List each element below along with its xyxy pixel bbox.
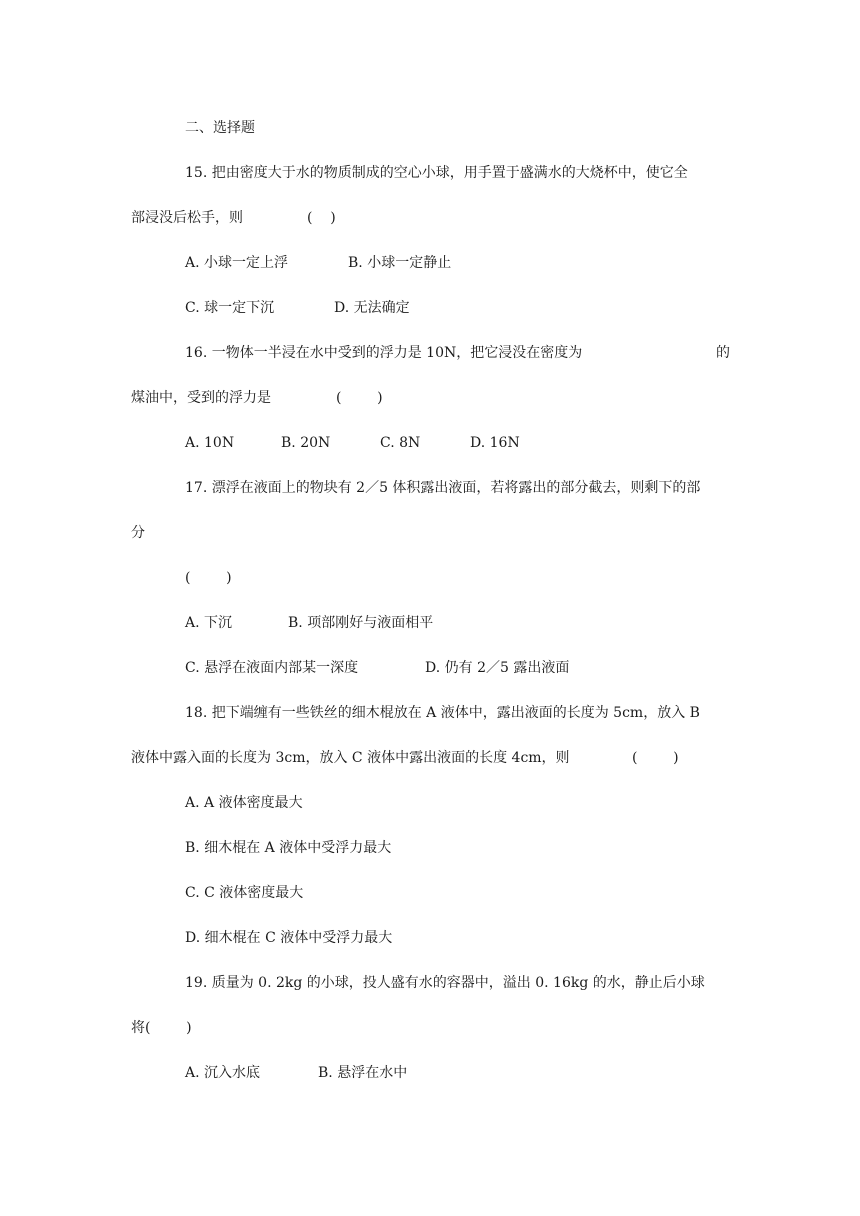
question-18-stem-line1: 18. 把下端缠有一些铁丝的细木棍放在 A 液体中，露出液面的长度为 5cm，放入 B bbox=[185, 705, 700, 721]
question-19-stem-line1: 19. 质量为 0. 2kg 的小球，投人盛有水的容器中，溢出 0. 16kg 的水，静止后小球 bbox=[185, 975, 705, 991]
question-17-options-row2 bbox=[185, 658, 570, 678]
question-16-stem-line1 bbox=[185, 343, 730, 363]
option-d: D. 细木棍在 C 液体中受浮力最大 bbox=[185, 930, 393, 946]
question-16-stem-text2: 煤油中，受到的浮力是 bbox=[131, 390, 271, 406]
question-16-stem-end: 的 bbox=[716, 345, 730, 361]
question-15-options-row2 bbox=[185, 298, 410, 318]
question-15-options-row1 bbox=[185, 253, 452, 273]
question-15-stem-line1: 15. 把由密度大于水的物质制成的空心小球，用手置于盛满水的大烧杯中，使它全 bbox=[185, 165, 688, 181]
question-19-options-row1 bbox=[185, 1063, 408, 1083]
answer-bracket: ( ) bbox=[632, 750, 679, 766]
option-d: D. 16N bbox=[470, 435, 520, 451]
answer-bracket: ( ) bbox=[336, 390, 383, 406]
answer-bracket: ( ) bbox=[307, 210, 336, 226]
option-b: B. 细木棍在 A 液体中受浮力最大 bbox=[185, 840, 392, 856]
question-17-stem-line1: 17. 漂浮在液面上的物块有 2／5 体积露出液面，若将露出的部分截去，则剩下的部 bbox=[185, 480, 701, 496]
section-title: 二、选择题 bbox=[185, 120, 255, 136]
answer-bracket: ( ) bbox=[185, 570, 232, 586]
option-c: C. 球一定下沉 bbox=[185, 300, 275, 316]
question-16-options bbox=[185, 433, 520, 453]
question-17-stem-line2: 分 bbox=[131, 525, 145, 541]
option-a: A. 小球一定上浮 bbox=[185, 255, 289, 271]
option-b: B. 小球一定静止 bbox=[348, 255, 452, 271]
option-a: A. 下沉 bbox=[185, 615, 233, 631]
question-15-stem-text: 部浸没后松手，则 bbox=[131, 210, 243, 226]
option-a: A. A 液体密度最大 bbox=[185, 795, 303, 811]
question-16-stem-text: 16. 一物体一半浸在水中受到的浮力是 10N，把它浸没在密度为 bbox=[185, 345, 583, 361]
option-c: C. 悬浮在液面内部某一深度 bbox=[185, 660, 359, 676]
option-d: D. 仍有 2／5 露出液面 bbox=[425, 660, 570, 676]
option-b: B. 项部刚好与液面相平 bbox=[288, 615, 434, 631]
question-16-stem-line2 bbox=[131, 388, 383, 408]
option-a: A. 10N bbox=[185, 435, 235, 451]
question-15-stem-line2 bbox=[131, 208, 336, 228]
option-c: C. C 液体密度最大 bbox=[185, 885, 304, 901]
question-17-options-row1 bbox=[185, 613, 434, 633]
question-18-stem-line2 bbox=[131, 748, 679, 768]
option-c: C. 8N bbox=[380, 435, 421, 451]
question-18-stem-text2: 液体中露入面的长度为 3cm，放入 C 液体中露出液面的长度 4cm，则 bbox=[131, 750, 570, 766]
option-a: A. 沉入水底 bbox=[185, 1065, 261, 1081]
option-b: B. 悬浮在水中 bbox=[318, 1065, 408, 1081]
question-19-stem-line2: 将( ) bbox=[131, 1020, 192, 1036]
option-d: D. 无法确定 bbox=[334, 300, 410, 316]
option-b: B. 20N bbox=[281, 435, 331, 451]
